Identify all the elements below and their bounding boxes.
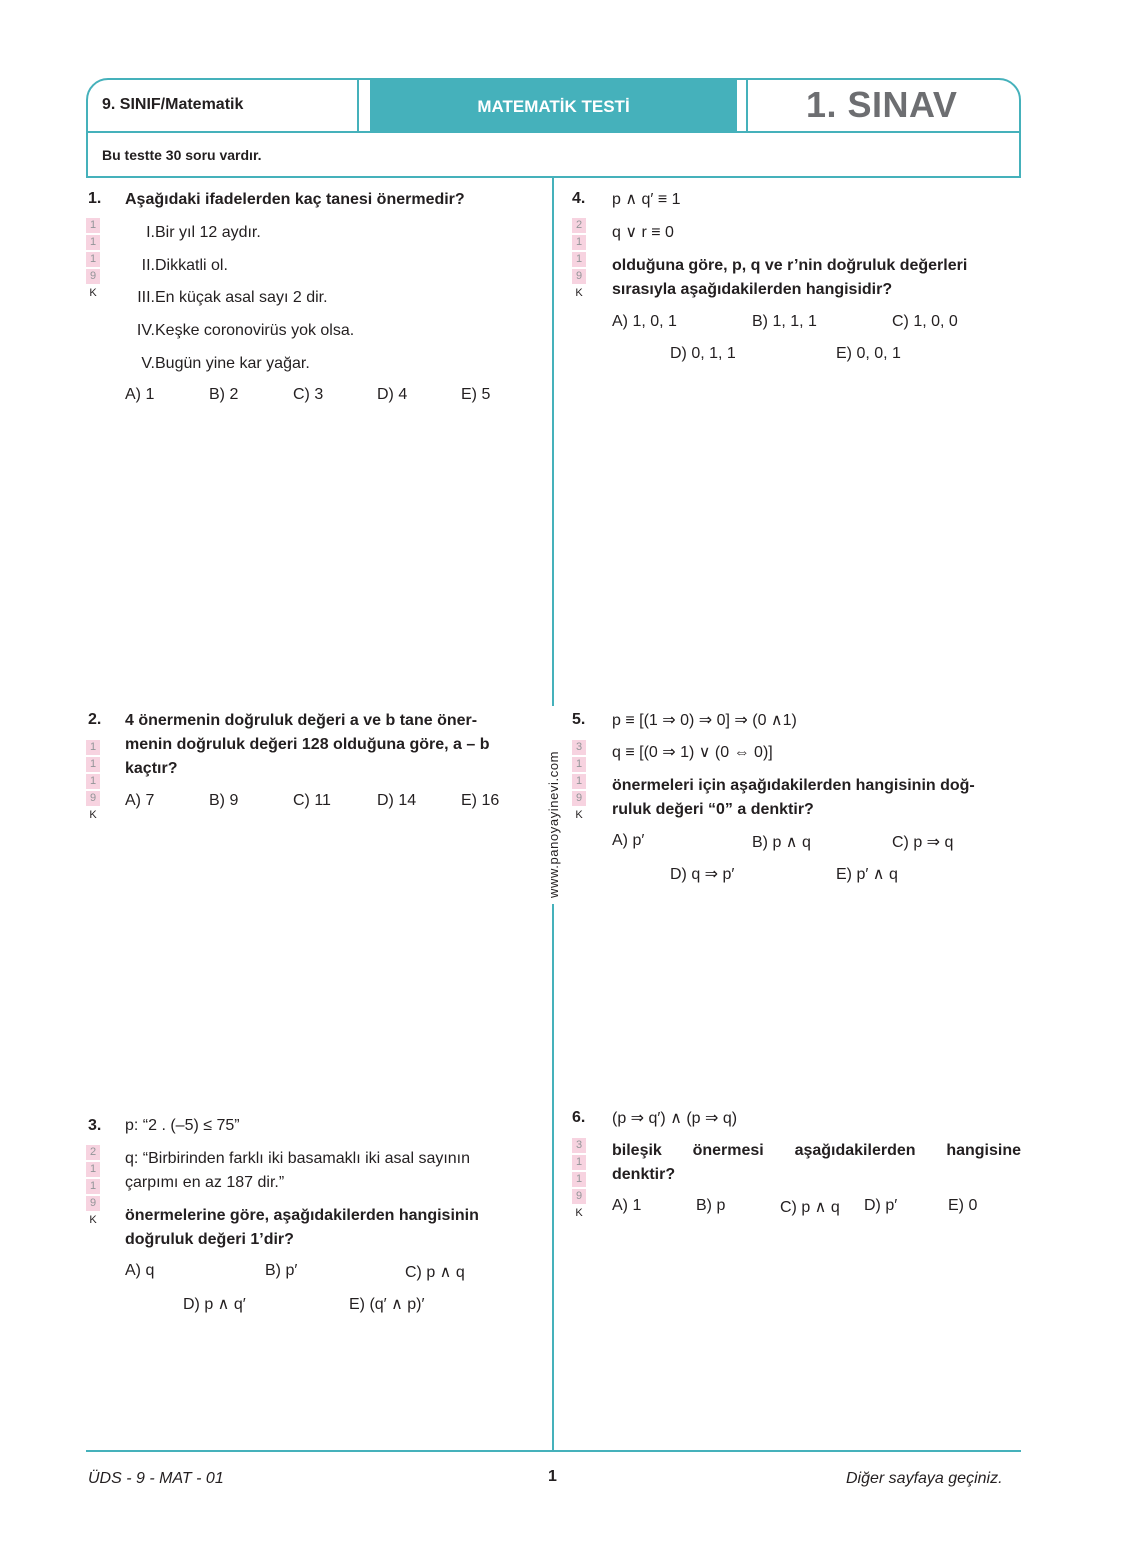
question-code: 1 1 1 9 K — [86, 218, 100, 303]
option-e[interactable]: E) 5 — [461, 386, 491, 403]
question-stem: sırasıyla aşağıdakilerden hangisidir? — [612, 281, 893, 298]
question-number: 5. — [572, 711, 586, 728]
option-c[interactable]: C) 11 — [293, 792, 331, 809]
option-a[interactable]: A) p′ — [612, 832, 645, 849]
option-b[interactable]: B) 2 — [209, 386, 239, 403]
question-stem: önermeleri için aşağıdakilerden hangisinin doğ- — [612, 777, 975, 794]
item-text: Bugün yine kar yağar. — [155, 355, 310, 372]
header-divider — [746, 80, 748, 131]
option-b[interactable]: B) 9 — [209, 792, 239, 809]
option-b[interactable]: B) 1, 1, 1 — [752, 313, 817, 330]
item-label: II. — [141, 257, 155, 274]
item-text: Keşke coronovirüs yok olsa. — [155, 322, 355, 339]
option-d[interactable]: D) 0, 1, 1 — [670, 345, 736, 362]
option-d[interactable]: D) 4 — [377, 386, 408, 403]
question-stem: ruluk değeri “0” a denktir? — [612, 801, 814, 818]
premise-line: q ∨ r ≡ 0 — [612, 224, 674, 241]
question-number: 1. — [88, 190, 102, 207]
question-stem: bileşik önermesi aşağıdakilerden hangisine — [612, 1142, 1021, 1159]
premise-p: p: “2 . (–5) ≤ 75” — [125, 1117, 240, 1134]
question-count-note: Bu testte 30 soru vardır. — [102, 147, 262, 163]
header-divider — [357, 80, 359, 131]
item-label: I. — [146, 224, 155, 241]
item-label: IV. — [136, 322, 155, 339]
option-d[interactable]: D) p ∧ q′ — [183, 1296, 246, 1313]
column-divider — [552, 178, 554, 706]
option-c[interactable]: C) p ∧ q — [780, 1199, 840, 1216]
item-text: Bir yıl 12 aydır. — [155, 224, 261, 241]
option-a[interactable]: A) 1 — [612, 1197, 642, 1214]
option-a[interactable]: A) 7 — [125, 792, 155, 809]
item-text: En küçak asal sayı 2 dir. — [155, 289, 328, 306]
premise-line: p ∧ q′ ≡ 1 — [612, 191, 681, 208]
question-number: 6. — [572, 1109, 586, 1126]
question-code: 2 1 1 9 K — [572, 218, 586, 303]
option-e[interactable]: E) 0, 0, 1 — [836, 345, 901, 362]
next-page-note: Diğer sayfaya geçiniz. — [846, 1470, 1003, 1487]
option-a[interactable]: A) 1, 0, 1 — [612, 313, 677, 330]
option-d[interactable]: D) p′ — [864, 1197, 898, 1214]
premise-q: çarpımı en az 187 dir.” — [125, 1174, 285, 1191]
question-stem: doğruluk değeri 1’dir? — [125, 1231, 294, 1248]
question-stem: Aşağıdaki ifadelerden kaç tanesi önermedir? — [125, 191, 465, 208]
footer-divider — [86, 1450, 1021, 1452]
option-d[interactable]: D) 14 — [377, 792, 417, 809]
question-stem: olduğuna göre, p, q ve r’nin doğruluk değerleri — [612, 257, 968, 274]
question-stem: kaçtır? — [125, 760, 178, 777]
question-number: 2. — [88, 711, 102, 728]
question-code: 1 1 1 9 K — [86, 740, 100, 825]
option-b[interactable]: B) p′ — [265, 1262, 298, 1279]
test-title: MATEMATİK TESTİ — [370, 80, 737, 131]
question-code: 2 1 1 9 K — [86, 1145, 100, 1230]
website-text: www.panoyayinevi.com — [546, 750, 561, 898]
item-label: III. — [137, 289, 155, 306]
option-e[interactable]: E) (q′ ∧ p)′ — [349, 1296, 425, 1313]
option-a[interactable]: A) 1 — [125, 386, 155, 403]
booklet-code: ÜDS - 9 - MAT - 01 — [88, 1470, 224, 1487]
option-e[interactable]: E) p′ ∧ q — [836, 866, 898, 883]
option-c[interactable]: C) p ⇒ q — [892, 834, 954, 851]
exam-label: 1. SINAV — [806, 84, 958, 125]
option-c[interactable]: C) 3 — [293, 386, 324, 403]
option-b[interactable]: B) p — [696, 1197, 726, 1214]
question-number: 4. — [572, 190, 586, 207]
option-a[interactable]: A) q — [125, 1262, 155, 1279]
item-text: Dikkatli ol. — [155, 257, 228, 274]
question-code: 3 1 1 9 K — [572, 740, 586, 825]
premise-line: q ≡ [(0 ⇒ 1) ∨ (0 ⇔ 0)] — [612, 744, 773, 761]
item-label: V. — [141, 355, 155, 372]
class-label: 9. SINIF/Matematik — [102, 96, 244, 113]
page-number: 1 — [548, 1468, 557, 1485]
column-divider — [552, 904, 554, 1452]
premise-line: p ≡ [(1 ⇒ 0) ⇒ 0] ⇒ (0 ∧1) — [612, 712, 797, 729]
question-number: 3. — [88, 1117, 102, 1134]
premise-line: (p ⇒ q′) ∧ (p ⇒ q) — [612, 1110, 738, 1127]
option-e[interactable]: E) 16 — [461, 792, 500, 809]
question-stem: 4 önermenin doğruluk değeri a ve b tane öner- — [125, 712, 478, 729]
premise-q: q: “Birbirinden farklı iki basamaklı iki asal sayının — [125, 1150, 471, 1167]
option-e[interactable]: E) 0 — [948, 1197, 978, 1214]
header-divider — [88, 131, 1019, 133]
question-code: 3 1 1 9 K — [572, 1138, 586, 1223]
option-d[interactable]: D) q ⇒ p′ — [670, 866, 735, 883]
question-stem: denktir? — [612, 1166, 676, 1183]
option-c[interactable]: C) 1, 0, 0 — [892, 313, 958, 330]
question-stem: menin doğruluk değeri 128 olduğuna göre, a – b — [125, 736, 490, 753]
option-b[interactable]: B) p ∧ q — [752, 834, 811, 851]
question-stem: önermelerine göre, aşağıdakilerden hangisinin — [125, 1207, 479, 1224]
option-c[interactable]: C) p ∧ q — [405, 1264, 465, 1281]
